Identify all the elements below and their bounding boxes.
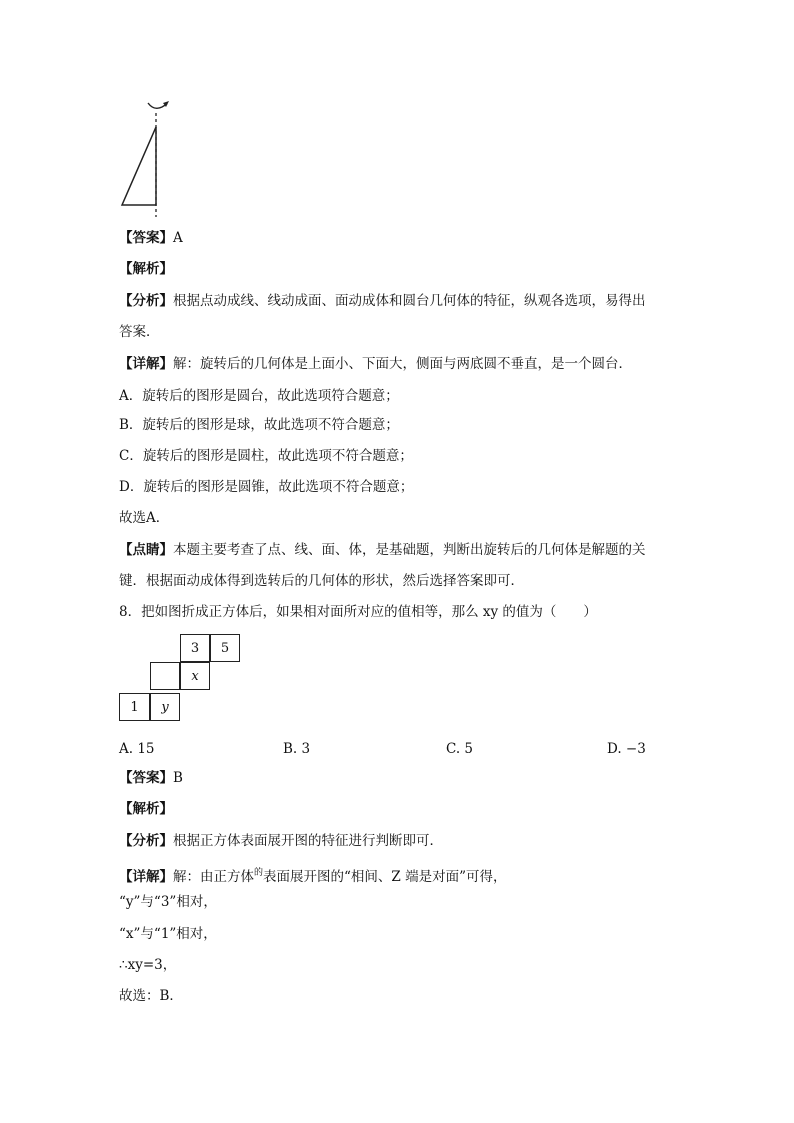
q7-fenxi-cont: 答案． — [119, 324, 160, 340]
fenxi-text: 根据正方体表面展开图的特征进行判断即可． — [173, 833, 443, 849]
q7-line-b: B．旋转后的图形是球，故此选项不符合题意； — [119, 417, 399, 433]
q8-fenxi — [119, 832, 443, 850]
q7-comment — [119, 541, 646, 559]
q7-fenxi — [119, 292, 646, 310]
fenxi-tag: 【分析】 — [119, 833, 173, 849]
detail-text: 解：旋转后的几何体是上面小、下面大，侧面与两底圆不垂直，是一个圆台． — [173, 356, 632, 372]
q7-comment-cont: 键．根据面动成体得到选转后的几何体的形状，然后选择答案即可． — [119, 573, 524, 589]
q7-choose: 故选A． — [119, 510, 170, 526]
q8-answer — [119, 769, 183, 787]
net-cell-3: 3 — [180, 634, 210, 662]
q7-answer — [119, 229, 183, 247]
net-cell-blank — [150, 662, 180, 690]
q8-option-d: D. −3 — [607, 741, 646, 757]
q7-analysis-tag: 【解析】 — [119, 261, 173, 277]
q7-line-c: C．旋转后的图形是圆柱，故此选项不符合题意； — [119, 448, 413, 464]
q8-analysis-tag: 【解析】 — [119, 801, 173, 817]
q8-line-2: “x”与“1”相对， — [119, 926, 217, 942]
answer-tag: 【答案】 — [119, 770, 173, 786]
triangle-shape — [122, 127, 156, 205]
q7-line-d: D．旋转后的图形是圆锥，故此选项不符合题意； — [119, 479, 414, 495]
detail-small-char: 的 — [254, 868, 264, 878]
q8-detail — [119, 864, 507, 886]
detail-text-cont: 表面展开图的“相间、Z 端是对面”可得， — [263, 869, 507, 885]
net-cell-y: y — [150, 693, 180, 721]
detail-tag: 【详解】 — [119, 356, 173, 372]
net-cell-1: 1 — [119, 693, 150, 721]
answer-value: A — [173, 230, 183, 246]
q8-choose: 故选：B． — [119, 988, 183, 1004]
fenxi-tag: 【分析】 — [119, 293, 173, 309]
comment-tag: 【点睛】 — [119, 542, 173, 558]
detail-tag: 【详解】 — [119, 869, 173, 885]
q8-option-c: C. 5 — [446, 741, 474, 757]
q8-line-1: “y”与“3”相对， — [119, 894, 217, 910]
detail-text: 解：由正方体 — [173, 869, 254, 885]
q7-line-a: A．旋转后的图形是圆台，故此选项符合题意； — [119, 388, 399, 404]
q8-line-3: ∴xy=3， — [119, 957, 177, 973]
net-cell-x: x — [180, 662, 210, 690]
comment-text: 本题主要考查了点、线、面、体，是基础题，判断出旋转后的几何体是解题的关 — [173, 542, 646, 558]
q8-question: 8．把如图折成正方体后，如果相对面所对应的值相等，那么 xy 的值为（ ） — [119, 604, 597, 620]
q7-detail — [119, 355, 632, 373]
rotation-figure — [110, 95, 180, 220]
net-cell-5: 5 — [210, 634, 240, 662]
q8-option-a: A. 15 — [119, 741, 155, 757]
answer-tag: 【答案】 — [119, 230, 173, 246]
q8-option-b: B. 3 — [283, 741, 311, 757]
fenxi-text: 根据点动成线、线动成面、面动成体和圆台几何体的特征，纵观各选项，易得出 — [173, 293, 646, 309]
answer-value: B — [173, 770, 183, 786]
